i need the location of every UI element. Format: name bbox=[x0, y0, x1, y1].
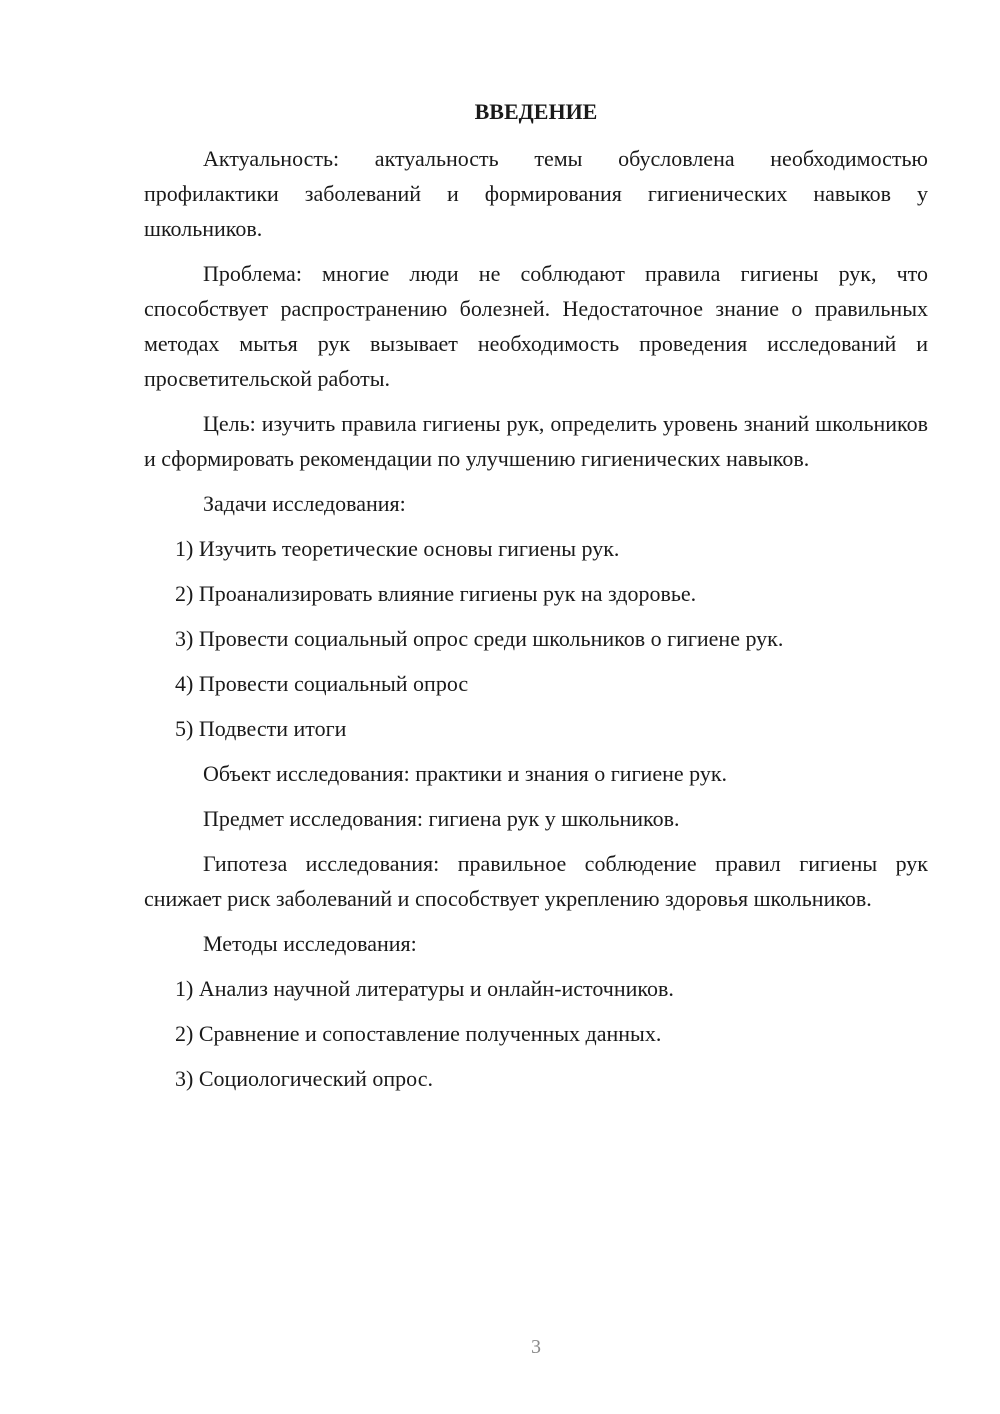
document-body bbox=[144, 94, 928, 1106]
section-title: ВВЕДЕНИЕ bbox=[474, 99, 598, 124]
task-item: 3) Провести социальный опрос среди школьников о гигиене рук. bbox=[175, 626, 784, 651]
task-item: 5) Подвести итоги bbox=[175, 716, 347, 741]
subject-paragraph: Предмет исследования: гигиена рук у школьников. bbox=[203, 806, 680, 831]
method-item: 2) Сравнение и сопоставление полученных данных. bbox=[175, 1021, 662, 1046]
method-item: 1) Анализ научной литературы и онлайн-источников. bbox=[175, 976, 674, 1001]
tasks-heading: Задачи исследования: bbox=[203, 491, 406, 516]
method-item: 3) Социологический опрос. bbox=[175, 1066, 433, 1091]
methods-list bbox=[144, 971, 928, 1096]
methods-heading: Методы исследования: bbox=[203, 931, 417, 956]
goal-paragraph: Цель: изучить правила гигиены рук, определить уровень знаний школьников и сформировать рекомендации по улучшению гигиенических навыков. bbox=[144, 411, 928, 471]
object-paragraph: Объект исследования: практики и знания о гигиене рук. bbox=[203, 761, 728, 786]
hypothesis-paragraph: Гипотеза исследования: правильное соблюдение правил гигиены рук снижает риск заболеваний и способствует укреплению здоровья школьников. bbox=[144, 851, 928, 911]
tasks-list bbox=[144, 531, 928, 746]
relevance-paragraph: Актуальность: актуальность темы обусловлена необходимостью профилактики заболеваний и формирования гигиенических навыков у школьников. bbox=[144, 146, 928, 241]
task-item: 4) Провести социальный опрос bbox=[175, 671, 469, 696]
task-item: 2) Проанализировать влияние гигиены рук на здоровье. bbox=[175, 581, 697, 606]
problem-paragraph: Проблема: многие люди не соблюдают правила гигиены рук, что способствует распространению болезней. Недостаточное знание о правильных методах мытья рук вызывает необходимость проведения исследований и просветительской работы. bbox=[144, 261, 928, 391]
task-item: 1) Изучить теоретические основы гигиены рук. bbox=[175, 536, 620, 561]
page-number: 3 bbox=[531, 1336, 541, 1358]
